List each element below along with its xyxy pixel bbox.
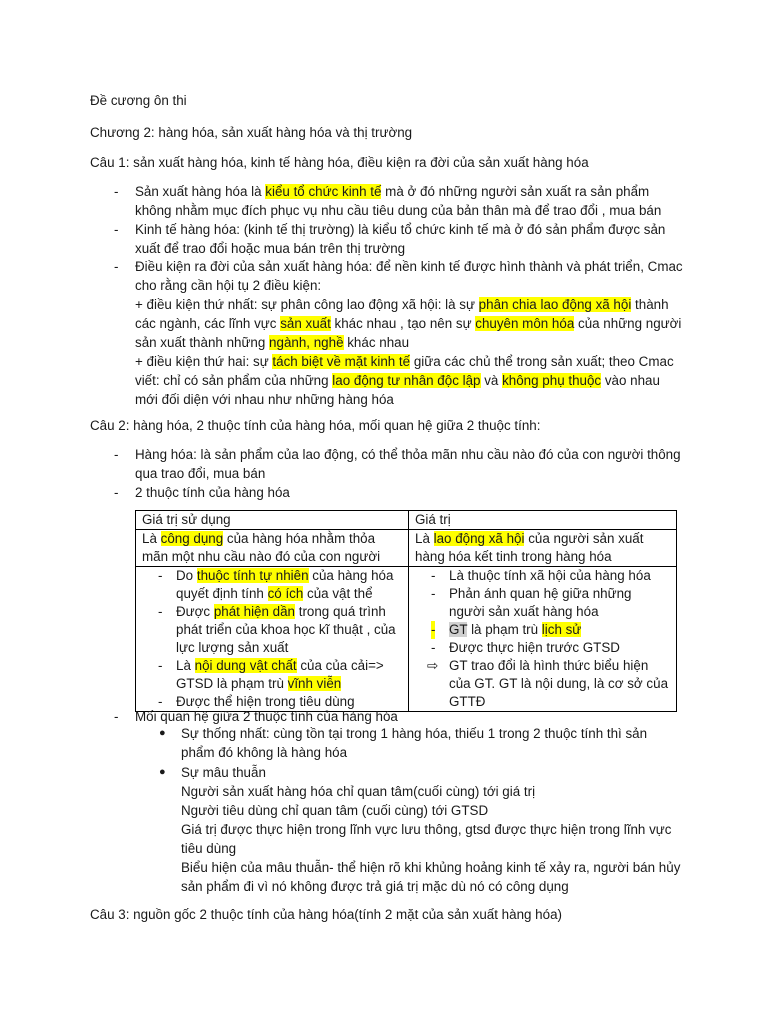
table-cell: Là lao động xã hội của người sản xuất hàng hóa kết tinh trong hàng hóa xyxy=(409,530,677,567)
condition-1: + điều kiện thứ nhất: sự phân công lao động xã hội: là sự phân chia lao động xã hội thành các ngành, các lĩnh vực sản xuất khác nhau , tạo nên sự chuyên môn hóa của những người sản xuất thành những ngành, nghề khác nhau xyxy=(135,297,682,350)
table-row xyxy=(136,530,677,567)
list-dash: - xyxy=(114,259,119,274)
arrow-right-icon: ⇨ xyxy=(427,658,439,673)
q2-item-two-attributes: 2 thuộc tính của hàng hóa xyxy=(135,485,290,500)
list-dash: - xyxy=(114,184,119,199)
list-item: ⇨ GT trao đổi là hình thức biểu hiện của GT. GT là nội dung, là cơ sở của GTTĐ xyxy=(427,658,669,709)
table-header-value: Giá trị xyxy=(409,511,677,530)
q1-item-conditions: Điều kiện ra đời của sản xuất hàng hóa: để nền kinh tế được hình thành và phát triển, Cmac cho rằng cần hội tụ 2 điều kiện: + điều kiện thứ nhất: sự phân công lao động xã hội: là sự phân chia lao động xã hội thành các ngành, các lĩnh vực sản xuất khác nhau , tạo nên sự chuyên môn hóa của những người sản xuất thành những ngành, nghề khác nhau + điều kiện thứ hai: sự tách biệt về mặt kinh tế giữa các chủ thể trong sản xuất; theo Cmac viết: chỉ có sản phẩm của những lao động tư nhân độc lập và không phụ thuộc vào nhau mới đối diện với nhau như những hàng hóa xyxy=(135,259,683,407)
list-item: - Được thực hiện trước GTSD xyxy=(431,640,620,655)
list-dash: - xyxy=(114,709,119,724)
list-item: - GT là phạm trù lịch sử xyxy=(431,622,582,637)
contradiction-block: Sự mâu thuẫn Người sản xuất hàng hóa chỉ quan tâm(cuối cùng) tới giá trị Người tiêu dùng chỉ quan tâm (cuối cùng) tới GTSD Giá trị được thực hiện trong lĩnh vực lưu thông, gtsd được thực hiện trong lĩnh vực tiêu dùng Biểu hiện của mâu thuẫn- thể hiện rõ khi khủng hoảng kinh tế xảy ra, người bán hủy sản phẩm đi vì nó không được trả giá trị mặc dù nó có công dụng xyxy=(181,765,681,894)
chapter-heading: Chương 2: hàng hóa, sản xuất hàng hóa và thị trường xyxy=(90,125,413,140)
table-row xyxy=(136,567,677,712)
bullet-icon: ● xyxy=(159,727,166,739)
table-cell xyxy=(136,567,409,712)
table-cell xyxy=(409,567,677,712)
q1-item-definition: Sản xuất hàng hóa là kiểu tổ chức kinh tế mà ở đó những người sản xuất ra sản phẩm không nhằm mục đích phục vụ nhu cầu tiêu dung của bản thân mà để trao đổi , mua bán xyxy=(135,184,662,218)
q2-item-commodity: Hàng hóa: là sản phẩm của lao động, có thể thỏa mãn nhu cầu nào đó của con người thông qua trao đổi, mua bán xyxy=(135,447,681,481)
list-item: - Phản ánh quan hệ giữa những người sản xuất hàng hóa xyxy=(431,586,632,619)
list-item: - Là nội dung vật chất của của cải=> GTSD là phạm trù vĩnh viễn xyxy=(158,658,384,691)
list-item: - Do thuộc tính tự nhiên của hàng hóa quyết định tính có ích của vật thể xyxy=(158,568,394,601)
attributes-table xyxy=(135,510,677,712)
question-1-title: Câu 1: sản xuất hàng hóa, kinh tế hàng hóa, điều kiện ra đời của sản xuất hàng hóa xyxy=(90,155,589,170)
doc-title: Đề cương ôn thi xyxy=(90,93,187,108)
question-2-title: Câu 2: hàng hóa, 2 thuộc tính của hàng hóa, mối quan hệ giữa 2 thuộc tính: xyxy=(90,418,541,433)
bullet-icon: ● xyxy=(159,766,166,778)
table-header-use-value: Giá trị sử dụng xyxy=(136,511,409,530)
q1-item-market-economy: Kinh tế hàng hóa: (kinh tế thị trường) là kiểu tổ chức kinh tế mà ở đó sản phẩm được sản xuất để trao đổi hoặc mua bán trên thị trường xyxy=(135,222,666,256)
list-item: - Được thể hiện trong tiêu dùng xyxy=(158,694,355,709)
list-item: - Là thuộc tính xã hội của hàng hóa xyxy=(431,568,651,583)
q2-item-relationship: Mối quan hệ giữa 2 thuộc tính của hàng hóa xyxy=(135,709,398,724)
list-dash: - xyxy=(114,222,119,237)
condition-2: + điều kiện thứ hai: sự tách biệt về mặt kinh tế giữa các chủ thể trong sản xuất; theo Cmac viết: chỉ có sản phẩm của những lao động tư nhân độc lập và không phụ thuộc vào nhau mới đối diện với nhau như những hàng hóa xyxy=(135,354,674,407)
table-cell: Là công dụng của hàng hóa nhằm thỏa mãn một nhu cầu nào đó của con người xyxy=(136,530,409,567)
list-item: - Được phát hiện dần trong quá trình phát triển của khoa học kĩ thuật , của lực lượng sản xuất xyxy=(158,604,396,655)
list-dash: - xyxy=(114,485,119,500)
table-row xyxy=(136,511,677,530)
list-dash: - xyxy=(114,447,119,462)
question-3-title: Câu 3: nguồn gốc 2 thuộc tính của hàng hóa(tính 2 mặt của sản xuất hàng hóa) xyxy=(90,907,562,922)
unity-text: Sự thống nhất: cùng tồn tại trong 1 hàng hóa, thiếu 1 trong 2 thuộc tính thì sản phẩm đó không là hàng hóa xyxy=(181,726,648,760)
